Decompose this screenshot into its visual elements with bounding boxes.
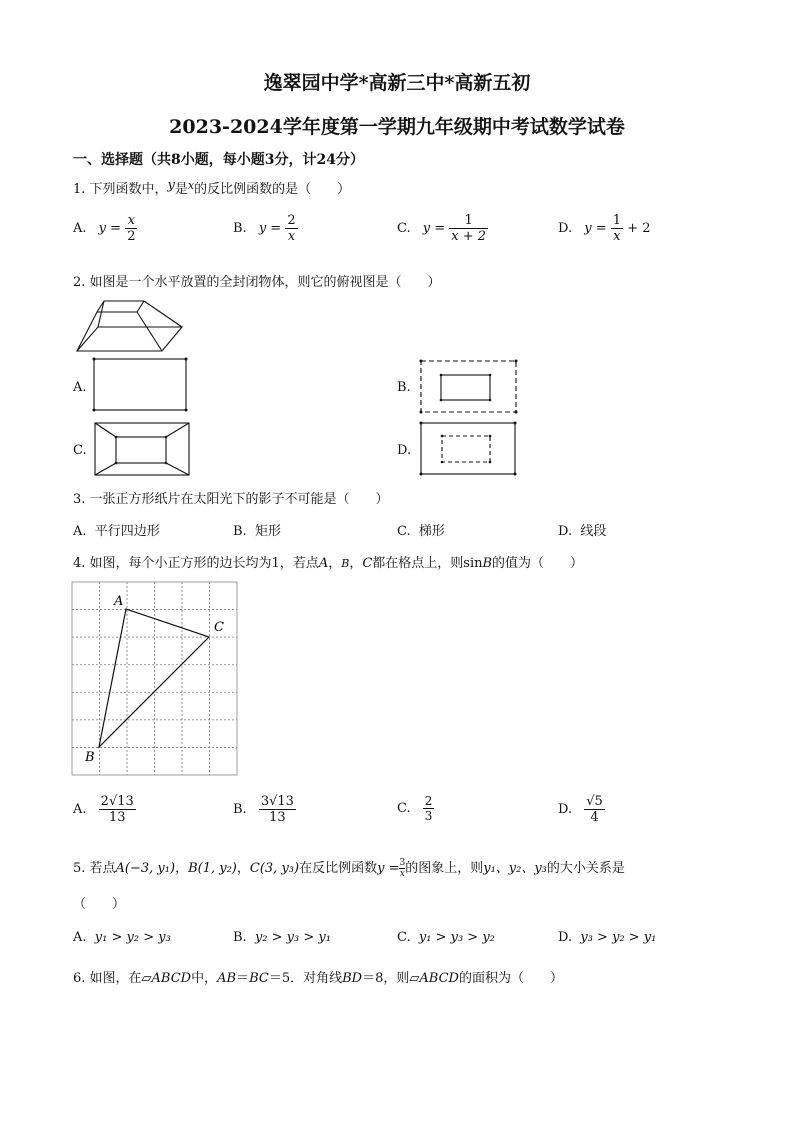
q4-stem — [73, 552, 583, 571]
q4-point-a: A — [318, 556, 329, 571]
q4-option-d — [558, 794, 605, 825]
q5-stem — [73, 857, 625, 879]
q5-stem-part1: 5. 若点 — [73, 861, 116, 876]
option-label: A. — [73, 221, 87, 236]
numerator: 2 — [287, 213, 296, 228]
option-text: y₁ > y₂ > y₃ — [94, 930, 171, 945]
q4-option-b — [233, 794, 296, 825]
q6-stem-part4: ＝8，则▱ — [362, 971, 420, 986]
q4-grid-figure — [71, 581, 239, 777]
q2-option-b-figure — [420, 360, 518, 414]
q5-stem-part4: 的大小关系是 — [546, 861, 625, 876]
separator: ， — [175, 861, 189, 876]
q1-stem-prefix: 1. 下列函数中， — [73, 182, 168, 197]
numerator: x — [127, 213, 135, 228]
q4-point-b: B — [341, 557, 350, 570]
q6-stem — [73, 967, 563, 986]
q1-var-x: x — [187, 179, 195, 192]
q3-option-a — [73, 520, 160, 539]
separator: ， — [328, 556, 342, 571]
option-text: 平行四边形 — [94, 524, 160, 539]
q5-point-a: A(−3, y₁) — [115, 861, 176, 876]
q3-option-d — [558, 520, 606, 539]
q5-option-a — [73, 930, 171, 945]
denominator: x + 2 — [451, 229, 487, 244]
q2-option-a-label: A. — [73, 380, 87, 395]
numerator: 3√13 — [260, 794, 294, 809]
option-label: C. — [397, 930, 411, 945]
numerator: 2 — [424, 794, 433, 808]
q1-a-fraction — [125, 213, 137, 244]
option-label: D. — [558, 221, 573, 236]
option-label: B. — [233, 524, 247, 539]
q4-figure-label-c: C — [214, 620, 224, 635]
numerator: 1 — [464, 213, 473, 228]
q2-stem: 2. 如图是一个水平放置的全封闭物体，则它的俯视图是（ ） — [73, 275, 441, 290]
q4-c-fraction — [423, 794, 435, 823]
denominator: 13 — [259, 809, 296, 825]
denominator: 13 — [99, 809, 136, 825]
q1-option-b — [233, 213, 298, 244]
numerator: 2√13 — [100, 794, 134, 809]
q6-stem-part2: 中， — [191, 971, 218, 986]
option-label: D. — [558, 802, 573, 817]
numerator: √5 — [586, 794, 603, 809]
q5-option-d — [558, 930, 656, 945]
separator: ， — [236, 861, 250, 876]
denominator: x — [611, 228, 623, 244]
title-line-1: 逸翠园中学*高新三中*高新五初 — [263, 72, 531, 94]
option-text: y₃ > y₂ > y₁ — [580, 930, 657, 945]
q4-d-fraction — [584, 794, 605, 825]
q4-angle-b: B — [482, 556, 493, 571]
q1-d-fraction — [611, 213, 623, 244]
q4-figure-label-b: B — [85, 750, 95, 765]
q5-vars: y₁、y₂、y₃ — [483, 861, 547, 876]
q6-shape-2: ABCD — [419, 971, 459, 986]
q5-func-lhs: y = — [377, 861, 400, 876]
q5-paren: （ ） — [73, 897, 126, 912]
option-label: C. — [397, 801, 411, 816]
q1-stem-mid: 是 — [174, 182, 188, 197]
q4-b-fraction — [259, 794, 296, 825]
q1-d-lhs: y = — [584, 221, 607, 236]
q5-point-b: B(1, y₂) — [188, 861, 237, 876]
separator: ， — [349, 556, 363, 571]
q1-c-fraction — [449, 213, 488, 244]
q6-shape: ABCD — [151, 971, 192, 986]
q1-option-a — [73, 213, 137, 244]
q5-option-b — [233, 930, 331, 945]
q1-c-lhs: y = — [422, 221, 446, 236]
option-label: B. — [233, 930, 247, 945]
q6-diagonal: BD — [342, 971, 363, 986]
q5-point-c: C(3, y₃) — [249, 861, 300, 876]
q3-option-b — [233, 520, 281, 539]
q4-point-c: C — [362, 556, 373, 571]
q2-option-c-label: C. — [73, 443, 87, 458]
denominator: 2 — [127, 229, 136, 244]
option-text: 线段 — [580, 524, 607, 539]
denominator: x — [285, 228, 297, 244]
denominator: 3 — [424, 809, 433, 823]
q3-stem: 3. 一张正方形纸片在太阳光下的影子不可能是（ ） — [73, 492, 389, 507]
q6-stem-part1: 6. 如图，在▱ — [73, 971, 152, 986]
q1-stem — [73, 178, 350, 197]
q3-option-c — [397, 520, 445, 539]
q2-solid-figure — [74, 297, 184, 355]
q2-option-c-figure — [94, 422, 192, 476]
q5-option-c — [397, 930, 495, 945]
option-text: y₂ > y₃ > y₁ — [254, 930, 331, 945]
option-label: A. — [73, 930, 87, 945]
q1-option-c — [397, 213, 488, 244]
q1-option-d — [558, 213, 650, 244]
option-label: D. — [558, 524, 573, 539]
option-label: A. — [73, 802, 87, 817]
option-label: D. — [558, 930, 573, 945]
denominator: x — [399, 869, 405, 879]
q1-stem-suffix: 的反比例函数的是（ ） — [194, 182, 351, 197]
q1-d-tail: + 2 — [627, 221, 651, 236]
option-text: 梯形 — [418, 524, 445, 539]
option-label: B. — [233, 802, 247, 817]
q4-stem-part2: 都在格点上，则sin — [372, 556, 483, 571]
q4-option-c — [397, 794, 434, 823]
q6-side-bc: BC — [249, 971, 269, 986]
option-label: A. — [73, 524, 87, 539]
q2-option-d-figure — [420, 422, 518, 476]
q5-stem-part3: 的图象上，则 — [405, 861, 484, 876]
q6-stem-part5: 的面积为（ ） — [458, 971, 563, 986]
option-label: C. — [397, 524, 411, 539]
q1-b-fraction — [285, 213, 297, 244]
option-text: 矩形 — [254, 524, 281, 539]
q1-b-lhs: y = — [258, 221, 282, 236]
q1-a-lhs: y = — [98, 221, 122, 236]
title-line-2: 2023-2024学年度第一学期九年级期中考试数学试卷 — [169, 116, 625, 138]
option-text: y₁ > y₃ > y₂ — [418, 930, 495, 945]
numerator: 3 — [399, 858, 406, 868]
option-label: C. — [397, 221, 411, 236]
q2-option-b-label: B. — [397, 380, 411, 395]
denominator: 4 — [584, 809, 605, 825]
q4-stem-part3: 的值为（ ） — [492, 556, 584, 571]
q5-stem-part2: 在反比例函数 — [299, 861, 378, 876]
q6-side-ab: AB — [217, 971, 237, 986]
q4-figure-label-a: A — [114, 594, 124, 609]
section-heading: 一、选择题（共8小题，每小题3分，计24分） — [73, 152, 364, 168]
option-label: B. — [233, 221, 247, 236]
q6-equals: ＝ — [236, 971, 250, 986]
q4-stem-part1: 4. 如图，每个小正方形的边长均为1，若点 — [73, 556, 319, 571]
numerator: 1 — [612, 213, 622, 228]
q6-stem-part3: ＝5．对角线 — [268, 971, 343, 986]
q4-a-fraction — [99, 794, 136, 825]
q1-var-y: y — [167, 178, 175, 193]
q2-option-a-figure — [93, 358, 188, 412]
q4-option-a — [73, 794, 136, 825]
q2-option-d-label: D. — [397, 443, 412, 458]
